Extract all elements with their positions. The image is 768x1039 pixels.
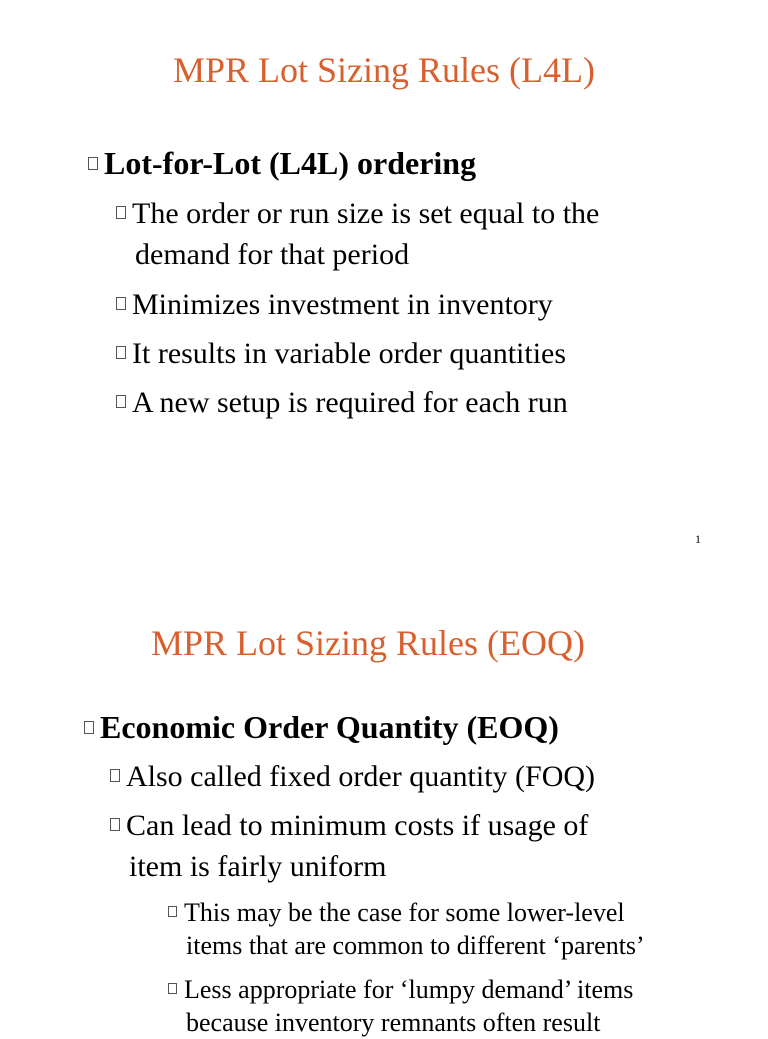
list-item (110, 805, 588, 887)
list-item (110, 756, 595, 797)
sub-list-item (168, 896, 645, 962)
bullet-text-continued: item is fairly uniform (129, 850, 387, 883)
page-number: 1 (695, 532, 701, 546)
bullet-box-icon (88, 157, 98, 170)
bullet-heading (84, 708, 559, 746)
bullet-box-icon (110, 769, 120, 782)
bullet-text: A new setup is required for each run (132, 386, 568, 419)
bullet-box-icon (168, 906, 177, 917)
list-item (116, 382, 568, 423)
slide-2 (0, 560, 768, 1037)
bullet-text-continued: demand for that period (135, 238, 410, 271)
sub-list-item (168, 973, 633, 1039)
list-item (116, 284, 553, 325)
bullet-text: This may be the case for some lower-level (184, 898, 625, 927)
bullet-text: Minimizes investment in inventory (132, 288, 553, 321)
bullet-box-icon (116, 346, 126, 359)
bullet-text: Economic Order Quantity (EOQ) (100, 709, 559, 745)
slide-title: MPR Lot Sizing Rules (EOQ) (150, 623, 585, 663)
bullet-text: Can lead to minimum costs if usage of (126, 809, 589, 842)
bullet-text: The order or run size is set equal to the (132, 197, 600, 230)
bullet-box-icon (116, 395, 126, 408)
list-item (116, 193, 599, 275)
bullet-box-icon (116, 297, 126, 310)
bullet-text: Also called fixed order quantity (FOQ) (126, 760, 596, 793)
slide-title: MPR Lot Sizing Rules (L4L) (173, 50, 595, 90)
bullet-box-icon (168, 983, 177, 994)
bullet-box-icon (116, 206, 126, 219)
bullet-text-continued: items that are common to different ‘parents’ (186, 931, 645, 960)
bullet-text-continued: because inventory remnants often result (186, 1008, 601, 1037)
bullet-box-icon (84, 721, 94, 734)
bullet-box-icon (110, 818, 120, 831)
bullet-heading (88, 144, 476, 182)
bullet-text: Less appropriate for ‘lumpy demand’ items (184, 975, 634, 1004)
list-item (116, 333, 566, 374)
bullet-text: Lot-for-Lot (L4L) ordering (104, 145, 477, 181)
bullet-text: It results in variable order quantities (132, 337, 567, 370)
